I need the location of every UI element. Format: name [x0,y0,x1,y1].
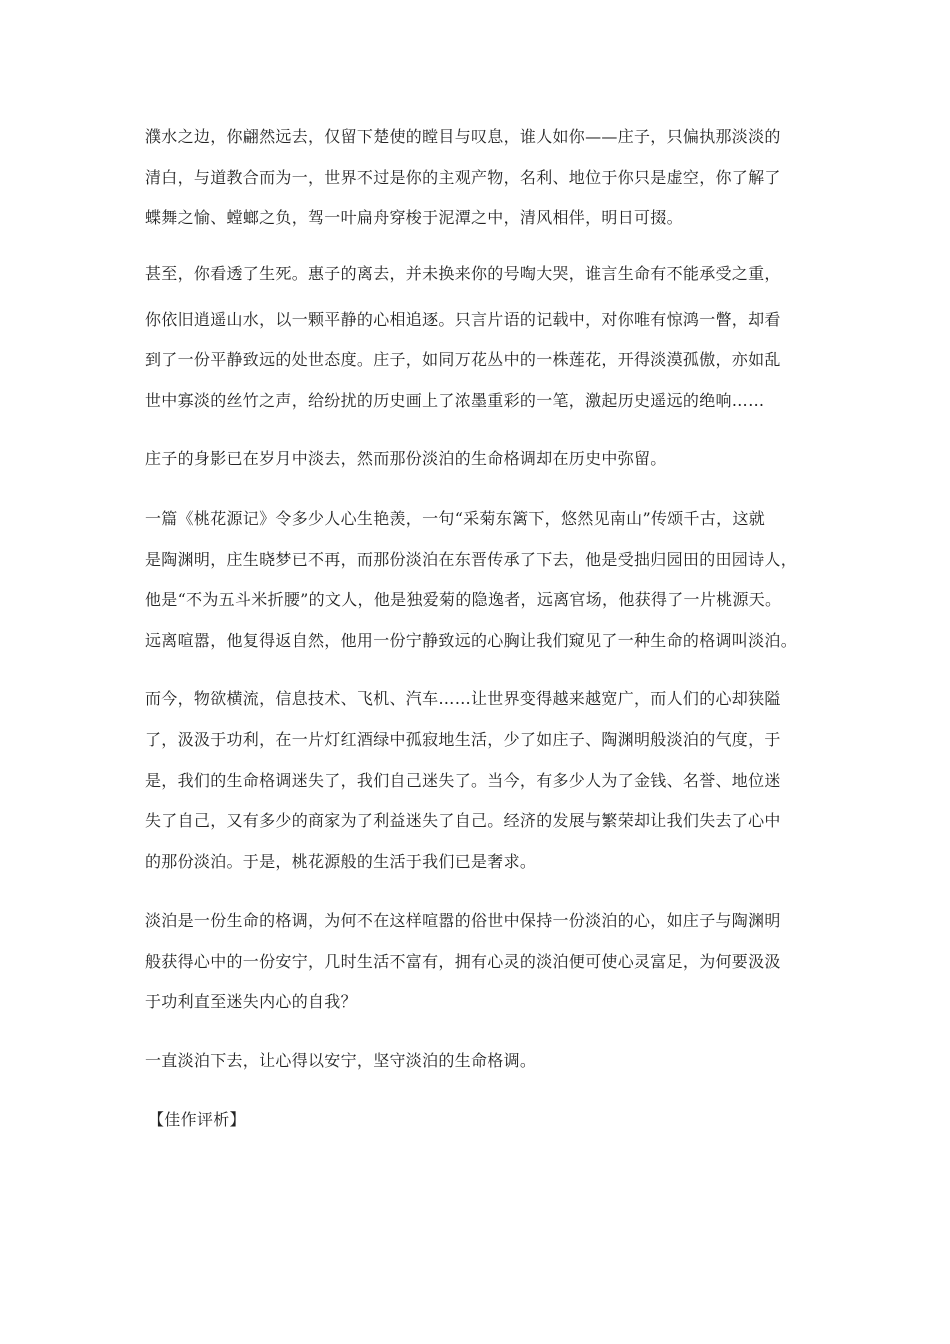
text-line: 般获得心中的一份安宁，几时生活不富有，拥有心灵的淡泊便可使心灵富足，为何要汲汲 [145,952,781,971]
text-line: 一篇《桃花源记》令多少人心生艳羡，一句“采菊东篱下，悠然见南山”传颂千古，这就 [145,509,766,528]
text-line: 了，汲汲于功利，在一片灯红酒绿中孤寂地生活，少了如庄子、陶渊明般淡泊的气度，于 [145,730,781,749]
text-line: 到了一份平静致远的处世态度。庄子，如同万花丛中的一株莲花，开得淡漠孤傲，亦如乱 [145,350,781,369]
text-line: 庄子的身影已在岁月中淡去，然而那份淡泊的生命格调却在历史中弥留。 [145,449,667,468]
text-line: 甚至，你看透了生死。惠子的离去，并未换来你的号啕大哭，谁言生命有不能承受之重， [145,264,781,283]
text-line: 蝶舞之愉、螳螂之负，驾一叶扁舟穿梭于泥潭之中，清风相伴，明日可掇。 [145,208,683,227]
text-line: 于功利直至迷失内心的自我？ [145,992,357,1011]
text-line: 失了自己，又有多少的商家为了利益迷失了自己。经济的发展与繁荣却让我们失去了心中 [145,811,781,830]
text-line: 远离喧嚣，他复得返自然，他用一份宁静致远的心胸让我们窥见了一种生命的格调叫淡泊。 [145,631,798,650]
text-line: 你依旧逍遥山水，以一颗平静的心相追逐。只言片语的记载中，对你唯有惊鸿一瞥，却看 [145,310,781,329]
text-line: 濮水之边，你翩然远去，仅留下楚使的瞠目与叹息，谁人如你——庄子，只偏执那淡淡的 [145,127,781,146]
text-line: 的那份淡泊。于是，桃花源般的生活于我们已是奢求。 [145,852,537,871]
text-line: 而今，物欲横流，信息技术、飞机、汽车……让世界变得越来越宽广，而人们的心却狭隘 [145,689,781,708]
text-line: 他是“不为五斗米折腰”的文人，他是独爱菊的隐逸者，远离官场，他获得了一片桃源天。 [145,590,782,609]
text-line: 世中寡淡的丝竹之声，给纷扰的历史画上了浓墨重彩的一笔，激起历史遥远的绝响…… [145,391,765,410]
text-line: 淡泊是一份生命的格调，为何不在这样喧嚣的俗世中保持一份淡泊的心，如庄子与陶渊明 [145,911,781,930]
text-line: 清白，与道教合而为一，世界不过是你的主观产物，名利、地位于你只是虚空，你了解了 [145,168,781,187]
text-line: 一直淡泊下去，让心得以安宁，坚守淡泊的生命格调。 [145,1051,537,1070]
text-line: 是陶渊明，庄生晓梦已不再，而那份淡泊在东晋传承了下去，他是受拙归园田的田园诗人， [145,550,798,569]
section-heading: 【佳作评析】 [148,1110,246,1129]
text-line: 是，我们的生命格调迷失了，我们自己迷失了。当今，有多少人为了金钱、名誉、地位迷 [145,771,781,790]
